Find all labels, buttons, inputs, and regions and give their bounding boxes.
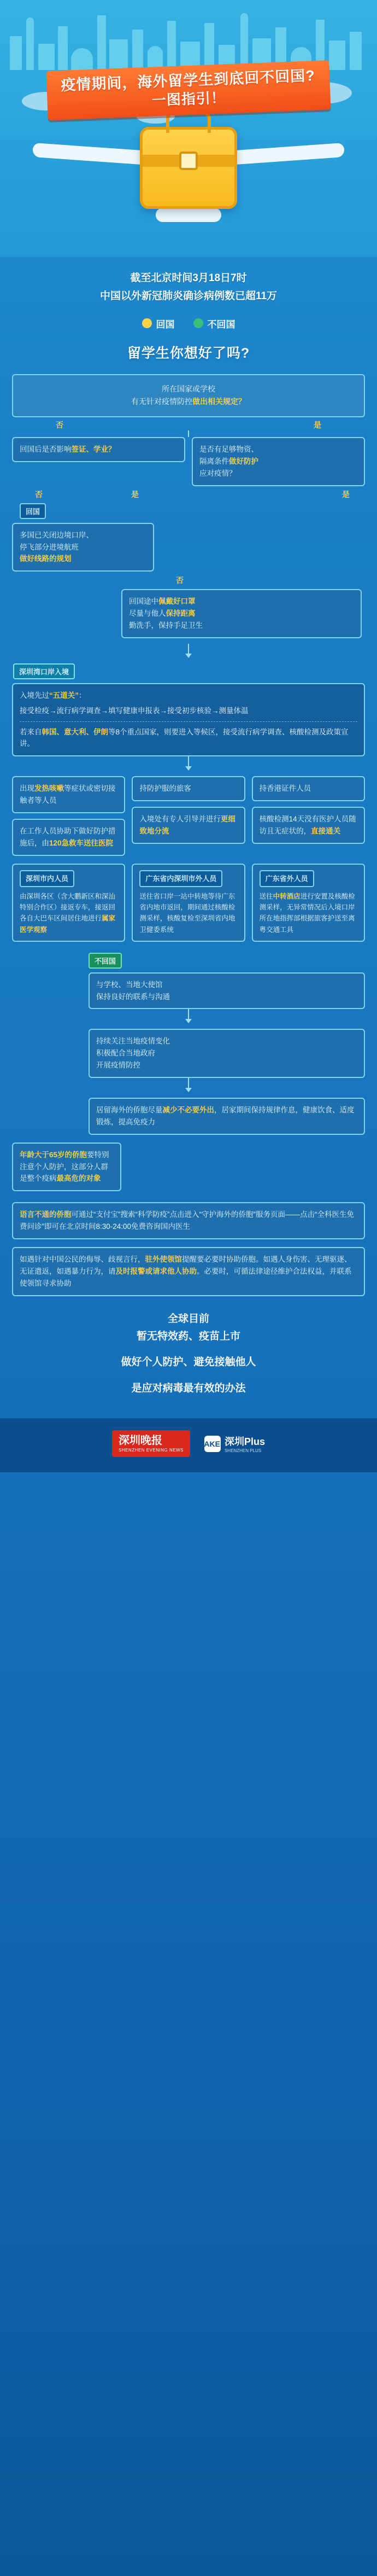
footer-line-2: 暂无特效药、疫苗上市 bbox=[136, 1330, 240, 1342]
group-shenzhen-resident: 深圳市内人员 由深圳各区（含大鹏新区和深汕特别合作区）接返专车，接返回各自大巴车区间居住地进行属家医学观察 bbox=[12, 864, 125, 942]
legend-label-return: 回国 bbox=[156, 319, 175, 330]
logo-left-sub: SHENZHEN EVENING NEWS bbox=[119, 1447, 184, 1453]
yellow-dot-icon bbox=[142, 318, 152, 328]
return-route-box: 多国已关闭边境口岸、 停飞部分进境航班 做好线路的规划 bbox=[12, 523, 154, 572]
green-dot-icon bbox=[193, 318, 203, 328]
question-node-1: 所在国家或学校 有无针对疫情防控做出相关规定？ bbox=[12, 374, 365, 418]
zaker-mark-icon: ZAKER bbox=[204, 1436, 221, 1452]
legend bbox=[0, 309, 377, 334]
stat-line-1: 截至北京时间3月18日7时 bbox=[130, 272, 247, 284]
onroute-protection-box: 回国途中佩戴好口罩 尽量与他人保持距离 勤洗手，保持手足卫生 bbox=[121, 589, 362, 638]
branch-label-no: 否 bbox=[56, 421, 63, 430]
footer-line-4: 是应对病毒最有效的办法 bbox=[131, 1383, 246, 1395]
logo-shenzhen-evening-news bbox=[112, 1430, 190, 1458]
question-title: 留学生你想好了吗? bbox=[127, 345, 250, 361]
stay-embassy-box: 与学校、当地大使馆 保持良好的联系与沟通 bbox=[89, 972, 365, 1010]
header-banner bbox=[0, 0, 377, 257]
branch-hkid-title: 持香港证件人员 bbox=[252, 776, 365, 801]
airplane-wing-left bbox=[33, 143, 142, 165]
left-branch-yes: 是 bbox=[131, 489, 139, 499]
right-branch-yes: 是 bbox=[342, 489, 350, 499]
legend-label-stay: 不回国 bbox=[207, 319, 235, 330]
branch-protected-detail: 入境处有专人引导并进行更细致地分流 bbox=[132, 807, 245, 844]
legend-item-stay bbox=[193, 317, 235, 330]
group-guangdong-text: 送往省口岸一站中转地等待广东省内地市返回，期间通过核酸检测采样，核酸复检至深圳省内地卫健委系统 bbox=[139, 892, 235, 934]
branch-label-yes: 是 bbox=[314, 421, 321, 430]
tag-outside-guangdong: 广东省外人员 bbox=[260, 870, 314, 887]
publisher-logos bbox=[0, 1418, 377, 1473]
tag-shenzhen-resident: 深圳市内人员 bbox=[20, 870, 74, 887]
stay-home-box: 居留海外的侨胞尽量减少不必要外出，居家期间保持规律作息，健康饮食、适度锻炼，提高免疫力 bbox=[89, 1098, 365, 1135]
tag-shenzhen-bay-port: 深圳湾口岸入境 bbox=[13, 663, 75, 679]
language-help-box: 语言不通的侨胞可通过“支付宝”搜索“科学防疫”点击进入“守护海外的侨胞”服务页面——点击“全科医生免费问诊”即可在北京时间8:30-24:00免费咨询国内医生 bbox=[12, 1202, 365, 1239]
branch-protected-title: 持防护服的旅客 bbox=[132, 776, 245, 801]
left-branch-no: 否 bbox=[35, 489, 43, 499]
stat-line-2: 中国以外新冠肺炎确诊病例数已超11万 bbox=[99, 290, 278, 302]
tag-return: 回国 bbox=[20, 503, 46, 519]
footer-line-3: 做好个人防护、避免接触他人 bbox=[121, 1356, 256, 1368]
branch-hkid-detail: 核酸检测14天没有医护人员随访且无症状的，直接通关 bbox=[252, 807, 365, 844]
tag-stay-abroad: 不回国 bbox=[89, 953, 122, 969]
branch-symptom-detail: 在工作人员协助下做好防护措施后，由120急救车送往医院 bbox=[12, 819, 125, 856]
branch-node-left: 回国后是否影响签证、学业？ bbox=[12, 437, 185, 462]
branch-node-right: 是否有足够物资、 隔离条件做好防护 应对疫情？ bbox=[192, 437, 365, 486]
logo-right-sub: SHENZHEN PLUS bbox=[224, 1448, 262, 1453]
airplane-wing-right bbox=[235, 143, 344, 165]
rights-protection-box: 如遇针对中国公民的侮辱、歧视言行，驻外使领馆提醒要必要时协助侨胞。如遇人身伤害、无理驱逐、无证遣返，如遇暴力行为，请及时报警或请求他人协助。必要时，可循法律途径维护合法权益，并联系使领馆寻求协助 bbox=[12, 1247, 365, 1296]
title-line-2: 一图指引！ bbox=[151, 89, 226, 109]
legend-item-return bbox=[142, 317, 175, 330]
footer-conclusion bbox=[0, 1296, 377, 1404]
right-branch-no: 否 bbox=[176, 576, 184, 585]
flowchart bbox=[0, 372, 377, 1296]
logo-right-name: 深圳Plus bbox=[224, 1436, 265, 1447]
airplane-tail bbox=[156, 208, 221, 222]
page-title bbox=[0, 66, 377, 115]
elderly-risk-box: 年龄大于65岁的侨胞要特别注意个人防护，这部分人群是整个疫病最高危的对象 bbox=[12, 1143, 121, 1192]
logo-shenzhen-plus bbox=[199, 1434, 265, 1453]
group-guangdong-outside-sz bbox=[132, 864, 245, 942]
title-line-1: 疫情期间，海外留学生到底回不回国? bbox=[61, 67, 316, 94]
branch-symptom-title: 出现发热咳嗽等症状或密切接触者等人员 bbox=[12, 776, 125, 813]
footer-line-1: 全球目前 bbox=[167, 1313, 209, 1325]
logo-left-name: 深圳晚报 bbox=[119, 1434, 162, 1447]
suitcase-icon bbox=[140, 127, 237, 209]
entry-five-checks-box: 入境先过“五道关”： 接受检疫→流行病学调查→填写健康申报表→接受初步核验→测量体温 若来自韩国、意大利、伊朗等8个重点国家，则要进入等候区，接受流行病学调查、核酸检测及政策宣讲。 bbox=[12, 683, 365, 756]
stay-monitor-box: 持续关注当地疫情变化 积极配合当地政府 开展疫情防控 bbox=[89, 1029, 365, 1078]
group-outside-guangdong: 广东省外人员 送往中转酒店进行安置及核酸检测采样，无异常情况后入境口岸所在地指挥部根据旅客护送至离粤交通工具 bbox=[252, 864, 365, 942]
stat-block bbox=[0, 257, 377, 309]
tag-guangdong-outside-sz: 广东省内深圳市外人员 bbox=[139, 870, 222, 887]
